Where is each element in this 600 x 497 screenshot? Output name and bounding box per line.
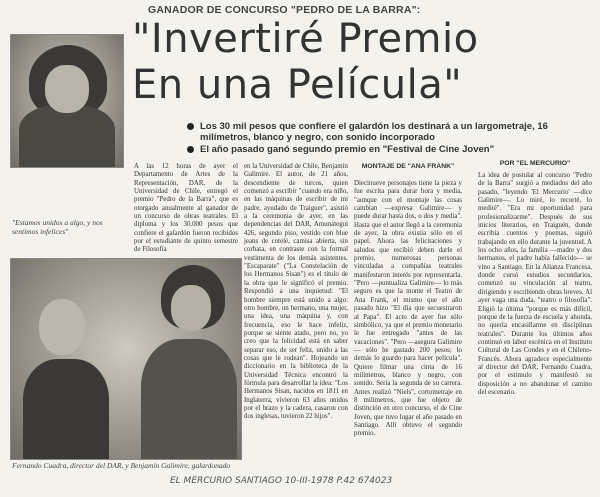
column-1: A las 12 horas de ayer el Departamento de Artes de la Representación, DAR, de la Universidad de Chile, entregó el premio "Pedro de la Barra", que es otorgado anualmente al ganador de un concurso de obras teatrales. El diploma y los 30.000 pesos que confiere el galardón fueron recibidos por el estudiante de quinto semestre de Filosofía — [134, 163, 238, 254]
headline — [132, 16, 600, 108]
column-4-subhead: POR "EL MERCURIO" — [499, 160, 571, 167]
portrait-caption: "Estamos unidos a algo, y nos sentimos infelices" — [12, 218, 103, 236]
column-2: en la Universidad de Chile, Benjamín Galimire. El autor, de 21 años, descendiente de turcos, quien comenzó a escribir "cuando era niño, en las máquinas de escribir de mi padre, ayudado de Traiguer", asistió a la ceremonia de ayer, en las dependencias del DAR, Amunátegui 426, segundo piso, vestido con blue jeans de cotelé, camisa abierta, sin corbata, en contraste con la formal vestimenta de los demás asistentes. "Escaparate" ("La Constelación de los Hermanos Sisan") es el título de la obra que le significó el premio. Respondió a una inquietud: "El hombre siempre está unido a algo: otro hombre, un hermano, una mujer, una idea, una máquina y, con frecuencia, eso le hace infeliz, porque se siente atado, pero no, yo creo que la felicidad está en saber separar eso, de ser feliz, unido a las cosas que le rodean". Hojeando un diccionario en la biblioteca de la Universidad Técnica encontró la fórmula para desarrollar la idea: "Los Hermanos Sisan, nacidos en 1811 en Inglaterra, vivieron 63 años unidos por el brazo y la cadera, casaron con dos inglesas, tuvieron 22 hijos". — [244, 163, 348, 421]
column-4: La idea de postular al concurso "Pedro de la Barra" surgió a mediados del año pasado, "leyendo 'El Mercurio' —dice Galimire—. Lo miré, lo recorté, lo medité". "Era mi oportunidad para profesionalizarme". Después de sus inicios literarios, en Traiguén, donde escribía cuentos y poemas, siguió trabajando en ello durante la juventud. A los ocho años, la familia —madre y dos hermanos, el padre había fallecido— se vino a Santiago. En la Alianza Francesa, donde cursó estudios secundarios, comenzó su vinculación al teatro, dirigiendo y escribiendo obras breves. Al ayer vaga una duda, "teatro o filosofía". Eligió la última "porque es más difícil, porque de la fuerza de escuela y ahonda, no quería encasillarme en disciplinas teatrales". Durante los últimos años continuó en labor escénica en el Instituto Cultural de Las Condes y en el Chileno-Francés. Ahora agradece especialmente al director del DAR, Fernando Cuadra, por el estímulo y manifestó su disposición a no abandonar el camino del escenario. — [478, 172, 592, 396]
deck — [186, 121, 590, 156]
deck-item-1: Los 30 mil pesos que confiere el galardón los destinará a un largometraje, 16 milímetros, blanco y negro, con sonido incorporado — [186, 121, 590, 143]
group-photo-caption: Fernando Cuadra, director del DAR, y Benjamín Galimire, galardonado — [12, 461, 231, 470]
kicker: GANADOR DE CONCURSO "PEDRO DE LA BARRA": — [148, 4, 421, 16]
column-3-subhead: MONTAJE DE "ANA FRANK" — [361, 163, 455, 170]
column-3: Diecinueve personajes tiene la pieza y fue escrita para durar hora y media, "aunque con el montaje las cosas cambian —expresa Galimire— y puede durar hasta dos, o dos y media". Hasta que el autor llegó a la ceremonia de ayer, la obra existía sólo en el papel. Ahora las felicitaciones y saludos que recibió deben darle el premio, numerosas personas vinculadas a compañías teatrales manifestaron interés por representarla. "Pero —puntualiza Galimire— lo más seguro es que la monte el Teatro de Ana Frank, el mismo que el año pasado hizo "El día que secuestraron al Papa". El acto de ayer fue sólo simbólico, ya que el premio monetario le fue entregado "antes de las vacaciones". "Pero —asegura Galimire— sólo he gastado 200 pesos; lo demás lo guardo para hacer película". Quiere filmar una cinta de 16 milímetros, blanco y negro, con sonido. Sería la segunda de su carrera. Antes realizó "Niels", cortometraje en 8 milímetros, que fue objeto de distinción en otro concurso, el de Cine Joven, que tuvo lugar el año pasado en Santiago. Allí obtuvo el segundo premio. — [354, 180, 462, 438]
headline-line-1: "Invertiré Premio — [132, 16, 479, 62]
headline-line-2: En una Película" — [132, 62, 463, 108]
portrait-photo-galimire — [10, 34, 124, 168]
clipping-source-stamp: EL MERCURIO SANTIAGO 10-III-1978 P.42 674023 — [170, 476, 393, 486]
group-photo-cuadra-galimire — [10, 258, 242, 460]
deck-item-2: El año pasado ganó segundo premio en "Festival de Cine Joven" — [186, 144, 590, 155]
